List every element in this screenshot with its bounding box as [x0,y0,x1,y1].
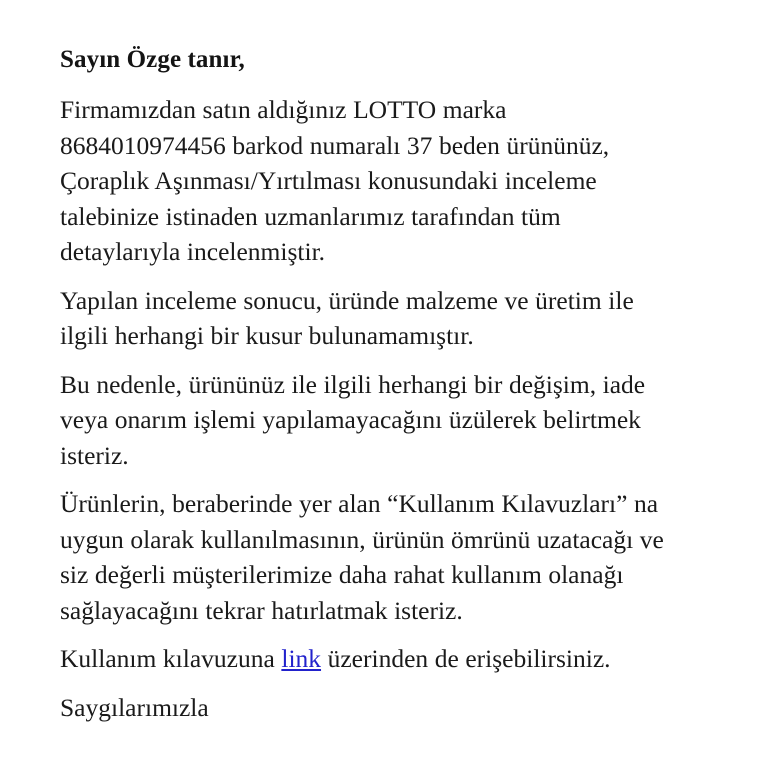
paragraph-manual-link [60,641,668,677]
salutation: Sayın Özge tanır, [60,46,245,73]
paragraph-usage-guidance: Ürünlerin, beraberinde yer alan “Kullanım Kılavuzları” na uygun olarak kullanılmasının, ürünün ömrünü uzatacağı ve siz değerli müşterilerimize daha rahat kullanım olanağı sağlayacağını tekrar hatırlatmak isteriz. [60,489,664,625]
paragraph-decision: Bu nedenle, ürününüz ile ilgili herhangi bir değişim, iade veya onarım işlemi yapılamayacağını üzülerek belirtmek isteriz. [60,369,646,470]
manual-link-text-after: üzerinden de erişebilirsiniz. [321,644,611,673]
closing-salutation: Saygılarımızla [60,692,209,722]
manual-link-text-before: Kullanım kılavuzuna [60,644,282,673]
user-manual-link[interactable]: link [281,644,322,673]
paragraph-inspection-request: Firmamızdan satın aldığınız LOTTO marka 8684010974456 barkod numaralı 37 beden ürününüz, Çoraplık Aşınması/Yırtılması konusundaki inceleme talebinize istinaden uzmanlarımız tarafından tüm detaylarıyla incelenmiştir. [60,95,610,266]
paragraph-inspection-result: Yapılan inceleme sonucu, üründe malzeme ve üretim ile ilgili herhangi bir kusur bulunamamıştır. [60,285,634,350]
